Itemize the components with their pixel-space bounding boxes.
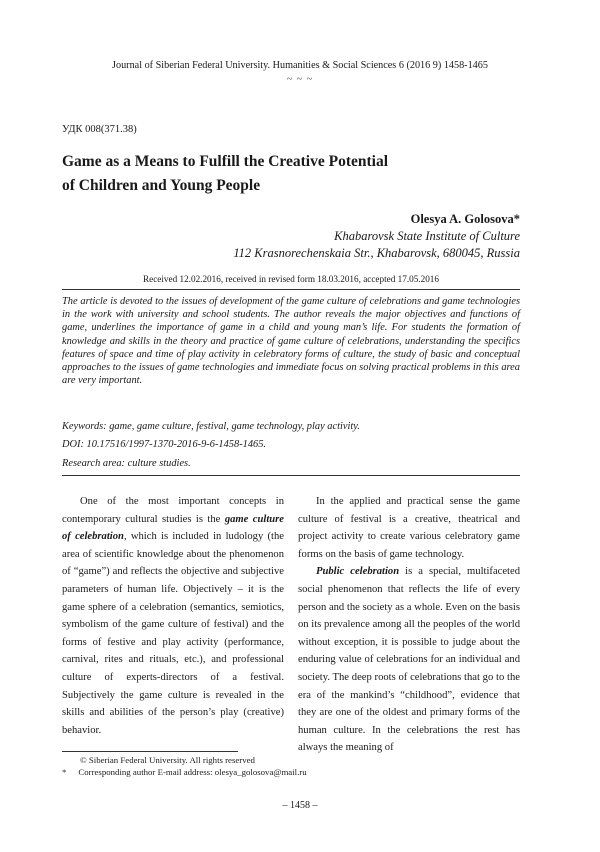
footnote-rule <box>62 751 238 752</box>
footnote-corresponding <box>62 767 307 777</box>
body-text: , which is included in ludology (the area of scientific knowledge about the phenomenon of “game”) and reflects the objective and subjective parameters of human life. Objectively – it is the game sphere of a celebration (semantics, semiotics, symbolism of the game culture of festival) and the forms of festive and play activity (performance, carnival, rites and rituals, etc.), and professional culture of experts-directors of a festival. Subjectively the game culture is revealed in the skills and abilities of the person’s play (creative) behavior. <box>62 531 284 736</box>
received-dates: Received 12.02.2016, received in revised form 18.03.2016, accepted 17.05.2016 <box>143 274 439 284</box>
abstract: The article is devoted to the issues of development of the game culture of celebrations and game technologies in the work with university and school students. The author reveals the major objectives and functions of game, underlines the importance of game in a child and young man’s life. For students the formation of knowledge and skills in the theory and practice of game culture of celebrations, understanding the specifics features of space and time of play activity in celebratory forms of culture, the study of basic and conceptual approaches to the issues of game technologies and immediate focus on solving practical problems in this area are very important. <box>62 296 520 387</box>
udk-code: УДК 008(371.38) <box>62 124 137 135</box>
page-number: – 1458 – <box>282 800 318 811</box>
body-text: One of the most important concepts in contemporary cultural studies is the <box>62 496 284 525</box>
body-paragraph: In the applied and practical sense the game culture of festival is a creative, theatrical and project activity to create various celebratory game forms on the basis of game technology. <box>298 496 520 560</box>
keywords: Keywords: game, game culture, festival, game technology, play activity. <box>62 421 360 432</box>
abstract-bottom-rule <box>62 475 520 476</box>
journal-header: Journal of Siberian Federal University. Humanities & Social Sciences 6 (2016 9) 1458-1465 <box>112 60 488 71</box>
body-paragraph <box>62 493 284 739</box>
term-public-celebration: Public celebration <box>316 566 400 578</box>
abstract-top-rule <box>62 289 520 290</box>
term-game-culture: game culture of celebration <box>62 513 284 543</box>
author-address: 112 Krasnorechenskaia Str., Khabarovsk, 680045, Russia <box>233 246 520 260</box>
research-area: Research area: culture studies. <box>62 458 191 469</box>
header-separator: ~ ~ ~ <box>286 74 314 85</box>
title-line-2: of Children and Young People <box>62 177 261 194</box>
author-institution: Khabarovsk State Institute of Culture <box>334 229 520 243</box>
body-column-left <box>62 493 284 739</box>
footnote-mark: * <box>62 767 67 777</box>
author-name: Olesya A. Golosova* <box>410 212 520 226</box>
title-line-1: Game as a Means to Fulfill the Creative Potential <box>62 153 389 170</box>
article-title <box>62 150 502 198</box>
footnote-copyright: © Siberian Federal University. All rights reserved <box>80 755 255 765</box>
doi: DOI: 10.17516/1997-1370-2016-9-6-1458-1465. <box>62 439 267 450</box>
footnote-email: Corresponding author E-mail address: olesya_golosova@mail.ru <box>78 767 307 777</box>
body-paragraph <box>298 563 520 757</box>
body-column-right <box>298 493 520 757</box>
body-text: is a special, multifaceted social phenomenon that reflects the life of every person and the society as a whole. Even on the basis on its prevalence among all the peoples of the world without exception, it is possible to judge about the enduring value of celebrations for an individual and society. The deep roots of celebrations that go to the era of the mankind’s “childhood”, evidence that they are one of the oldest and primary forms of the human culture. In the celebrations the rest has always the meaning of <box>298 566 520 754</box>
